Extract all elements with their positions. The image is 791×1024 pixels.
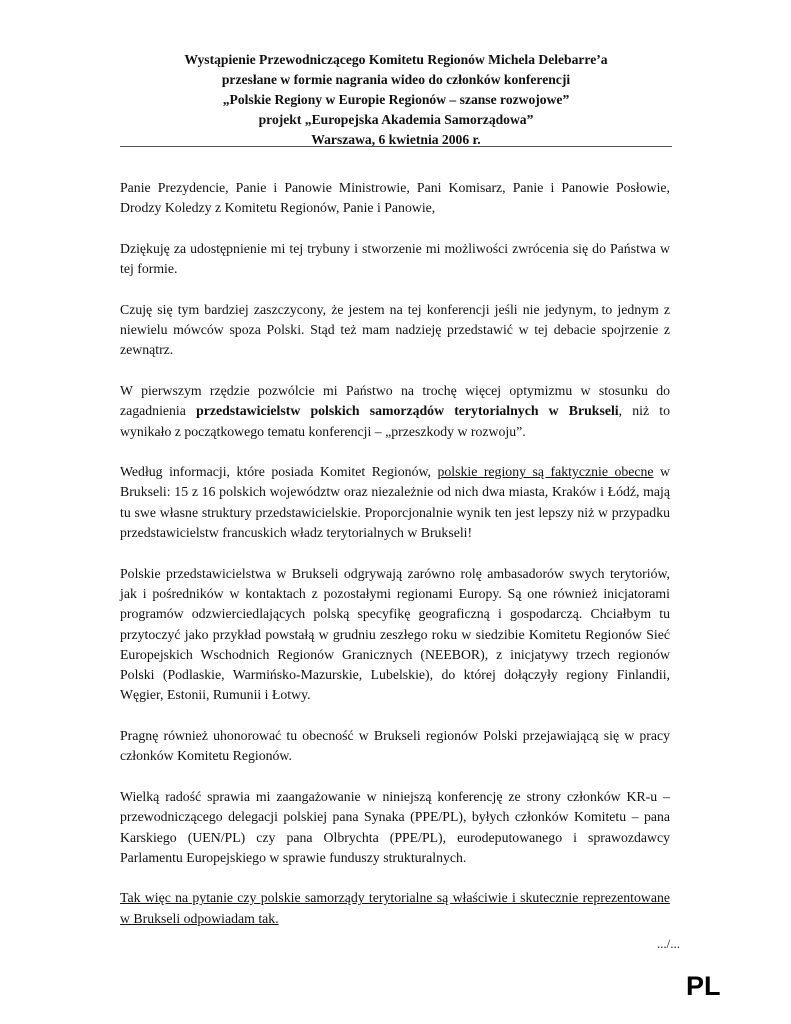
header-line-1: Wystąpienie Przewodniczącego Komitetu Regionów Michela Delebarre’a bbox=[184, 52, 608, 67]
speech-header bbox=[120, 50, 672, 150]
paragraph-engagement: Wielką radość sprawia mi zaangażowanie w niniejszą konferencję ze strony członków KR-u – przewodniczącego delegacji polskiej pana Synaka (PPE/PL), byłych członków Komitetu – pana Karskiego (UEN/PL) czy pana Olbrychta (PPE/PL), eurodeputowanego i sprawozdawcy Parlamentu Europejskiego w sprawie funduszy strukturalnych. bbox=[120, 788, 670, 865]
header-date-line: Warszawa, 6 kwietnia 2006 r. bbox=[311, 132, 481, 147]
paragraph-optimism-end: , niż to wynikało z początkowego tematu konferencji – „przeszkody w rozwoju”. bbox=[120, 403, 671, 439]
paragraph-honored: Czuję się tym bardziej zaszczycony, że jestem na tej konferencji jeśli nie jedynym, to jednym z niewielu mówców spoza Polski. Stąd też mam nadzieję przedstawić w tej debacie spojrzenie z zewnątrz. bbox=[120, 301, 670, 358]
speech-body bbox=[120, 178, 670, 949]
header-divider bbox=[120, 146, 672, 147]
paragraph-thanks: Dziękuję za udostępnienie mi tej trybuny i stworzenie mi możliwości zwrócenia się do Państwa w tej formie. bbox=[120, 240, 670, 277]
paragraph-presence-end: w Brukseli: 15 z 16 polskich województw oraz niezależnie od nich dwa miasta, Kraków i Łódź, mają tu swe własne struktury przedstawicielskie. Proporcjonalnie wynik ten jest lepszy niż w przypadku przedstawicielstw francuskich władz terytorialnych w Brukseli! bbox=[120, 464, 670, 541]
paragraph-greeting: Panie Prezydencie, Panie i Panowie Ministrowie, Pani Komisarz, Panie i Panowie Posłowie, Drodzy Koledzy z Komitetu Regionów, Panie i Panowie, bbox=[120, 180, 670, 216]
language-code: PL bbox=[686, 971, 721, 1001]
paragraph-presence bbox=[120, 462, 670, 543]
paragraph-ambassadors: Polskie przedstawicielstwa w Brukseli odgrywają zarówno rolę ambasadorów swych terytoriów, jak i pośredników w kontaktach z pozostałymi regionami Europy. Są one również inicjatorami programów odzwierciedlających polską specyfikę geograficzną i gospodarczą. Chciałbym tu przytoczyć jako przykład powstałą w grudniu zeszłego roku w siedzibie Komitetu Regionów Sieć Europejskich Wschodnich Regionów Granicznych (NEEBOR), z inicjatywy trzech regionów Polski (Podlaskie, Warmińsko-Mazurskie, Lubelskie), do której dołączyły regiony Finlandii, Węgier, Estonii, Rumunii i Łotwy. bbox=[120, 565, 670, 703]
paragraph-presence-start: Według informacji, które posiada Komitet Regionów, bbox=[120, 464, 438, 480]
paragraph-optimism bbox=[120, 381, 670, 442]
header-line-4: projekt „Europejska Akademia Samorządowa” bbox=[258, 112, 534, 127]
header-line-2: przesłane w formie nagrania wideo do członków konferencji bbox=[221, 72, 571, 87]
paragraph-optimism-start: W pierwszym rzędzie pozwólcie mi Państwo na trochę więcej optymizmu w stosunku do zagadnienia bbox=[120, 382, 670, 419]
header-line-3: „Polskie Regiony w Europie Regionów – szanse rozwojowe” bbox=[222, 92, 570, 107]
paragraph-members: Pragnę również uhonorować tu obecność w Brukseli regionów Polski przejawiającą się w pracy członków Komitetu Regionów. bbox=[120, 728, 670, 764]
paragraph-conclusion: Tak więc na pytanie czy polskie samorządy terytorialne są właściwie i skutecznie reprezentowane w Brukseli odpowiadam tak. bbox=[120, 890, 670, 926]
continuation-mark: .../... bbox=[656, 936, 680, 951]
underlined-presence-phrase: polskie regiony są faktycznie obecne bbox=[437, 464, 654, 480]
bold-representations-phrase: przedstawicielstw polskich samorządów terytorialnych w Brukseli bbox=[196, 403, 619, 419]
